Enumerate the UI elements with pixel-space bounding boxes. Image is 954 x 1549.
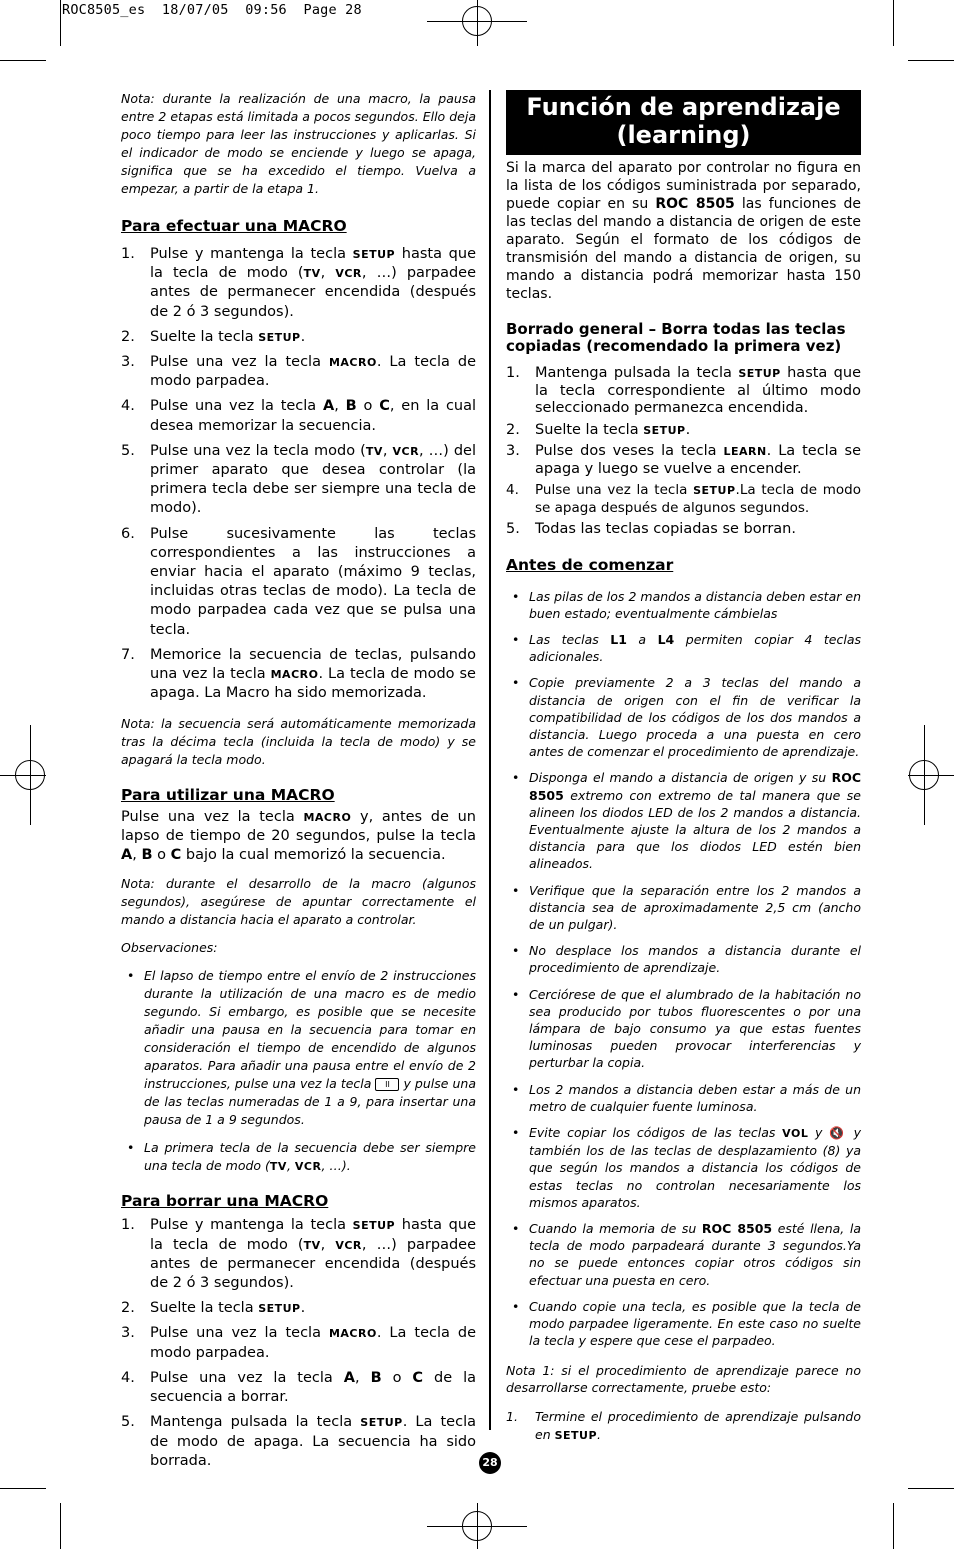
- list-item: • Verifique que la separación entre los 2 mandos a distancia sea de aproximadamente 2,5 cm (ancho de un pulgar).: [512, 882, 861, 932]
- observaciones-label: Observaciones:: [121, 940, 218, 956]
- heading-antes-de-comenzar: Antes de comenzar: [506, 555, 674, 574]
- list-item: 1. Pulse y mantenga la tecla SETUP hasta que la tecla de modo (TV, VCR, …) parpadee antes de permanecer encendida (después de 2 ó 3 segundos).: [121, 1217, 477, 1292]
- heading-efectuar-macro: Para efectuar una MACRO: [121, 217, 347, 235]
- list-item: 2. Suelte la tecla SETUP.: [506, 421, 691, 438]
- list-item: 5. Mantenga pulsada la tecla SETUP. La tecla de modo de apaga. La secuencia ha sido borrada.: [121, 1414, 476, 1469]
- list-item: 1. Pulse y mantenga la tecla SETUP hasta que la tecla de modo (TV, VCR, …) parpadee antes de permanecer encendida (después de 2 ó 3 segundos).: [121, 246, 477, 320]
- list-item: 1. Mantenga pulsada la tecla SETUP hasta que la tecla correspondiente al último modo seleccionado permanezca encendida.: [506, 365, 861, 416]
- efectuar-steps: [121, 245, 476, 703]
- learning-intro: Si la marca del aparato por controlar no figura en la lista de los códigos suministrada por separado, puede copiar en su ROC 8505 las funciones de las teclas del mando a distancia de origen de este aparato. Según el formato de los códigos de transmisión del mando a distancia de origen, su mando a distancia podrá memorizar hasta 150 teclas.: [506, 160, 861, 302]
- list-item: • Cuando copie una tecla, es posible que la tecla de modo parpadee ligeramente. En este caso no suelte la tecla y espere que cese el parpadeo.: [512, 1298, 861, 1349]
- page-title: Función de aprendizaje (learning): [506, 90, 861, 155]
- list-item: 6. Pulse sucesivamente las teclas correspondientes a las instrucciones a enviar hacia el aparato (máximo 9 teclas, incluidas otras teclas de modo). La tecla de modo parpadea cada vez que se pulsa una tecla.: [121, 525, 476, 638]
- heading-borrado-general: Borrado general – Borra todas las teclas copiadas (recomendado la primera vez): [506, 320, 846, 355]
- right-column: [506, 90, 861, 1444]
- heading-utilizar-macro: Para utilizar una MACRO: [121, 786, 335, 805]
- list-item: 4. Pulse una vez la tecla A, B o C, en la cual desea memorizar la secuencia.: [121, 398, 477, 434]
- list-item: 3. Pulse una vez la tecla MACRO. La tecla de modo parpadea.: [121, 1325, 476, 1361]
- list-item: • La primera tecla de la secuencia debe ser siempre una tecla de modo (TV, VCR, …).: [127, 1140, 476, 1174]
- pause-key-icon: II: [375, 1078, 399, 1091]
- list-item: • Cerciórese de que el alumbrado de la habitación no sea producido por tubos fluorescentes o por una lámpara de bajo consumo ya que estas fuentes luminosas pueden provocar interferencias y perturbar la copia.: [512, 986, 861, 1071]
- list-item: • El lapso de tiempo entre el envío de 2 instrucciones durante la utilización de una macro es de medio segundo. Si embargo, es posible que se necesite añadir una pausa en la secuencia para tomar en consideración el tiempo de encendido de algunos aparatos. Para añadir una pausa entre el envío de 2 instrucciones, pulse una vez la tecla II y pulse una de las teclas numeradas de 1 a 9, para insertar una pausa de 1 a 9 segundos.: [127, 968, 477, 1128]
- antes-bullets: [506, 588, 861, 1350]
- list-item: 3. Pulse una vez la tecla MACRO. La tecla de modo parpadea.: [121, 354, 476, 390]
- list-item: 5. Todas las teclas copiadas se borran.: [506, 521, 796, 537]
- list-item: 3. Pulse dos veses la tecla LEARN. La tecla se apaga y luego se vuelve a encender.: [506, 443, 862, 477]
- utilizar-text: Pulse una vez la tecla MACRO y, antes de un lapso de tiempo de 20 segundos, pulse la tecla A, B o C bajo la cual memorizó la secuencia.: [121, 809, 476, 864]
- heading-borrar-macro: Para borrar una MACRO: [121, 1192, 329, 1211]
- list-item: • Disponga el mando a distancia de origen y su ROC 8505 extremo con extremo de tal manera que se alineen los diodos LED de los 2 mandos a distancia. Eventualmente ajuste la altura de los 2 mandos a distancia para que los diodos LED estén bien alineados.: [512, 770, 861, 872]
- list-item: • Las teclas L1 a L4 permiten copiar 4 teclas adicionales.: [512, 631, 861, 665]
- list-item: • No desplace los mandos a distancia durante el procedimiento de aprendizaje.: [512, 943, 861, 976]
- note-pointing: Nota: durante el desarrollo de la macro (algunos segundos), asegúrese de apuntar correctamente el mando a distancia hacia el aparato a controlar.: [121, 876, 476, 928]
- list-item: • Evite copiar los códigos de las teclas VOL y 🔇 y también los de las teclas de desplazamiento (8) ya que según los mandos a distancia los códigos de estas teclas no controlan necesariamente los mismos aparatos.: [512, 1124, 861, 1210]
- column-divider: [489, 90, 491, 1430]
- note-autosave: Nota: la secuencia será automáticamente memorizada tras la décima tecla (incluida la tecla de modo) y se apagará la tecla modo.: [121, 716, 476, 768]
- borrado-steps: [506, 365, 861, 539]
- list-item: • Cuando la memoria de su ROC 8505 esté llena, la tecla de modo parpadeará durante 3 segundos.Ya no se puede entonces copiar otros códigos sin efectuar una puesta en cero.: [512, 1221, 861, 1288]
- nota-1-step: 1. Termine el procedimiento de aprendizaje pulsando en SETUP.: [506, 1409, 861, 1442]
- list-item: 4. Pulse una vez la tecla A, B o C de la secuencia a borrar.: [121, 1369, 477, 1406]
- list-item: • Las pilas de los 2 mandos a distancia deben estar en buen estado; eventualmente cámbielas: [512, 588, 861, 621]
- left-column: [121, 90, 476, 1471]
- list-item: 4. Pulse una vez la tecla SETUP.La tecla de modo se apaga después de algunos segundos.: [506, 482, 861, 516]
- nota-1: Nota 1: si el procedimiento de aprendizaje parece no desarrollarse correctamente, pruebe esto:: [506, 1363, 861, 1396]
- note-macro-pause: Nota: durante la realización de una macro, la pausa entre 2 etapas está limitada a pocos segundos. Ello deja poco tiempo para leer las instrucciones y aplicarlas. Si el indicador de modo se enciende y luego se apaga, significa que se ha excedido el tiempo. Vuelva a empezar, a partir de la etapa 1.: [121, 91, 476, 196]
- list-item: • Los 2 mandos a distancia deben estar a más de un metro de cualquier fuente luminosa.: [512, 1081, 861, 1114]
- page-number: 28: [479, 1452, 501, 1474]
- borrar-steps: [121, 1216, 476, 1470]
- list-item: 7. Memorice la secuencia de teclas, pulsando una vez la tecla MACRO. La tecla de modo se apaga. La Macro ha sido memorizada.: [121, 646, 476, 702]
- print-header: ROC8505_es 18/07/05 09:56 Page 28: [62, 2, 362, 18]
- list-item: 5. Pulse una vez la tecla modo (TV, VCR, …) del primer aparato que desea controlar (la primera tecla debe ser siempre una tecla de modo).: [121, 442, 477, 517]
- observaciones-list: [121, 967, 476, 1176]
- mute-icon: 🔇: [829, 1125, 847, 1140]
- list-item: 2. Suelte la tecla SETUP.: [121, 328, 306, 345]
- list-item: 2. Suelte la tecla SETUP.: [121, 1300, 306, 1317]
- list-item: • Copie previamente 2 a 3 teclas del mando a distancia de origen con el fin de verificar la compatibilidad de los códigos de los dos mandos a distancia. Luego proceda a una puesta en cero antes de comenzar el procedimiento de aprendizaje.: [512, 675, 861, 760]
